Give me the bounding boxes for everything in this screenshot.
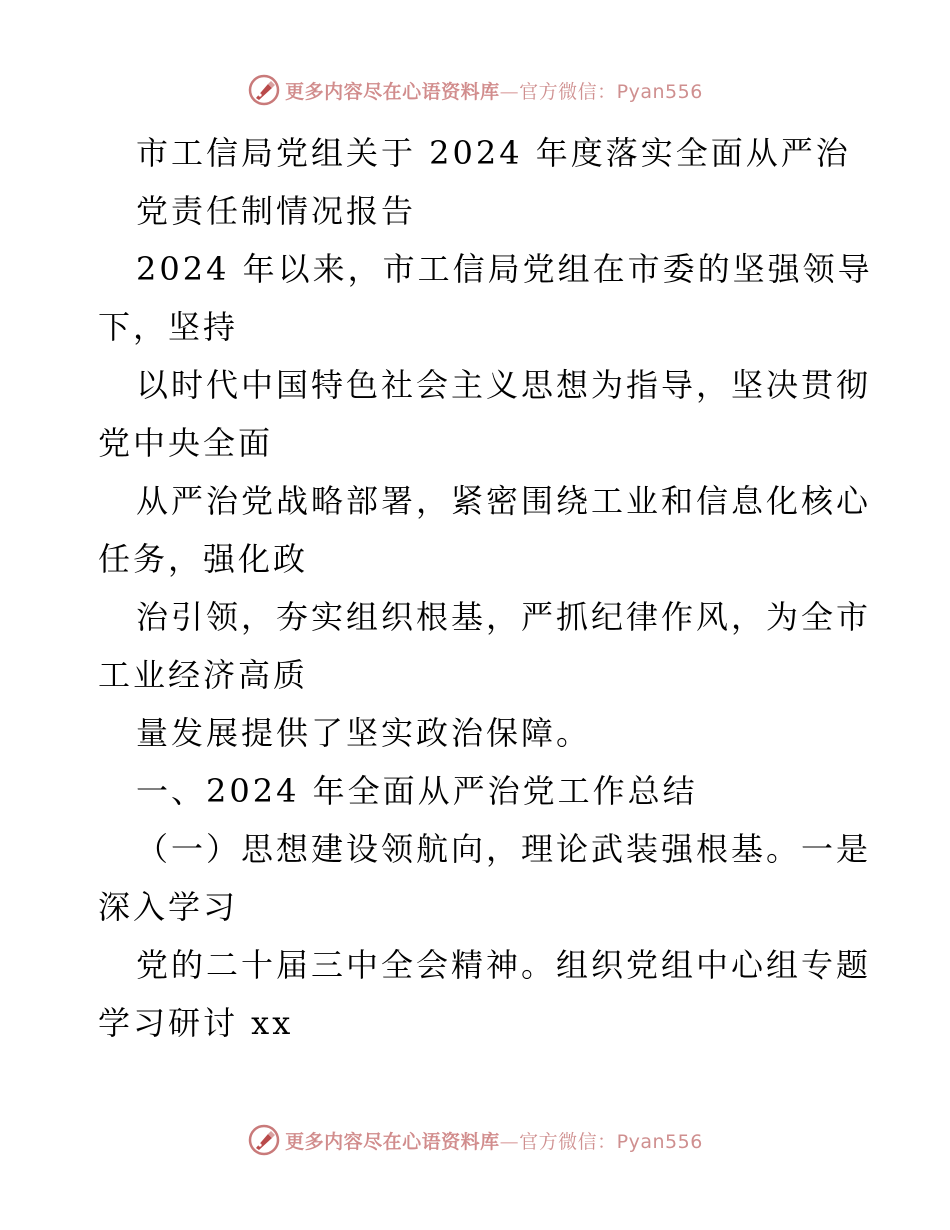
title-line: 党责任制情况报告 xyxy=(136,192,417,230)
paragraph-line: 量发展提供了坚实政治保障。 xyxy=(136,714,592,752)
paragraph-line: 党中央全面 xyxy=(98,424,274,462)
document-body xyxy=(98,124,873,1052)
paragraph-line: 以时代中国特色社会主义思想为指导，坚决贯彻 xyxy=(136,366,872,404)
paragraph-line: 下，坚持 xyxy=(98,308,239,346)
watermark-main-text: 更多内容尽在心语资料库 xyxy=(285,1130,500,1153)
watermark-separator: — xyxy=(499,1130,520,1153)
paragraph-line: 深入学习 xyxy=(98,888,239,926)
header-watermark xyxy=(0,70,950,110)
watermark-main-text: 更多内容尽在心语资料库 xyxy=(285,80,500,103)
paragraph-line: 任务，强化政 xyxy=(98,540,309,578)
pen-nib-logo-icon xyxy=(247,1123,281,1157)
watermark-contact-text: 官方微信：Pyan556 xyxy=(519,80,703,103)
paragraph-line: 工业经济高质 xyxy=(98,656,309,694)
footer-watermark xyxy=(0,1120,950,1160)
paragraph-line: 治引领，夯实组织根基，严抓纪律作风，为全市 xyxy=(136,598,872,636)
paragraph-line: 党的二十届三中全会精神。组织党组中心组专题 xyxy=(136,946,872,984)
watermark-separator: — xyxy=(499,80,520,103)
title-line: 市工信局党组关于 2024 年度落实全面从严治 xyxy=(136,134,851,172)
watermark-contact-text: 官方微信：Pyan556 xyxy=(519,1130,703,1153)
paragraph-line: 学习研讨 xx xyxy=(98,1004,294,1042)
pen-nib-logo-icon xyxy=(247,73,281,107)
subsection-heading: （一）思想建设领航向，理论武装强根基。一是 xyxy=(136,830,872,868)
paragraph-line: 2024 年以来，市工信局党组在市委的坚强领导 xyxy=(136,250,873,288)
paragraph-line: 从严治党战略部署，紧密围绕工业和信息化核心 xyxy=(136,482,872,520)
section-heading: 一、2024 年全面从严治党工作总结 xyxy=(136,772,698,810)
